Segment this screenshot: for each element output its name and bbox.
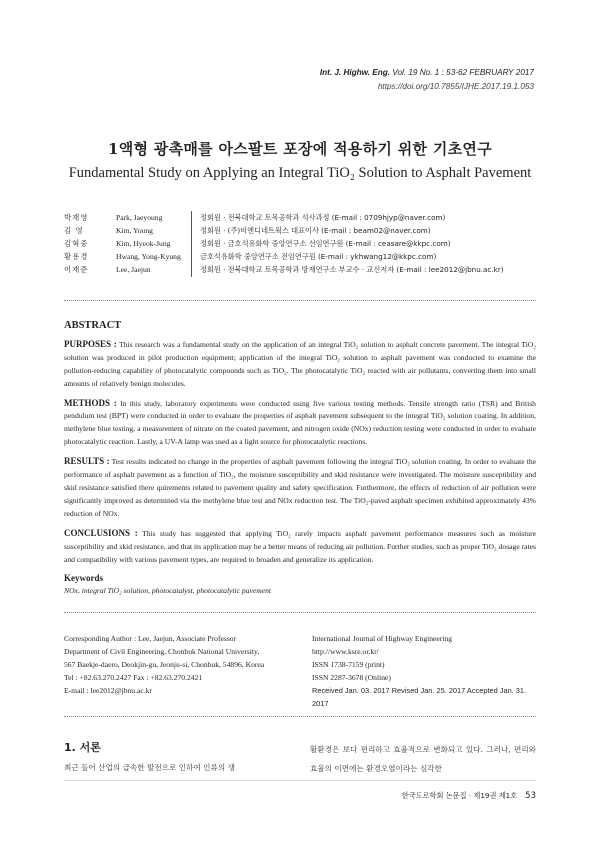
purposes-text: This research was a fundamental study on the application of an integral TiO₂ solution to asphalt concrete pavement. The integral TiO₂ solution was produced in pilot production equipment; application of the integral TiO₂ solution to asphalt pavement was conducted to examine the pollution-reducing capability of photocatalytic compounds such as TiO₂. The photocatalytic TiO₂ reacted with air pollutants, converting them into small amounts of relatively benign molecules. xyxy=(64,339,536,388)
author-affiliation: 정회원 · 금호석유화학 중앙연구소 선임연구원 (E-mail : ceasare@kkpc.com) xyxy=(200,239,451,248)
correspondence-email[interactable]: E-mail : lee2012@jbnu.ac.kr xyxy=(64,686,152,695)
keywords-text: NOx, integral TiO₂ solution, photocatalyst, photocatalytic pavement xyxy=(64,586,272,596)
journal-url[interactable]: http://www.ksre.or.kr/ xyxy=(312,647,379,656)
author-row xyxy=(64,211,544,224)
abstract-results xyxy=(64,455,536,521)
journal-name: Int. J. Highw. Eng. xyxy=(319,68,391,77)
intro-heading: 1. 서론 xyxy=(64,741,101,754)
abstract-section xyxy=(64,320,536,598)
intro-left-column: 최근 들어 산업의 급속한 발전으로 인하여 인류의 생 xyxy=(64,763,235,772)
author-english-name: Park, Jaeyoung xyxy=(116,213,163,222)
conclusions-text: This study has suggested that applying TiO₂ rarely impacts asphalt pavement performance measures such as moisture susceptibility and skid resistance, and that its application may be a better means of reducing air pollution. Further studies, such as proper TiO₂ dosage rates and compatibility with various pavement types, are required to broaden and generalize its application. xyxy=(64,528,536,564)
abstract-purposes xyxy=(64,338,536,391)
correspondence-phone: Tel : +82.63.270.2427 Fax : +82.63.270.2421 xyxy=(64,673,203,682)
page-number: 53 xyxy=(525,791,536,801)
author-row xyxy=(64,237,544,250)
page-footer xyxy=(402,791,536,801)
footer-journal-text: 한국도로학회 논문집 · 제19권 제1호 xyxy=(401,791,518,800)
volume-info: Vol. 19 No. 1 : 53-62 FEBRUARY 2017 xyxy=(392,68,534,77)
author-row xyxy=(64,224,544,237)
section-divider xyxy=(64,300,536,301)
author-list xyxy=(64,211,544,276)
author-korean-name: 박재영 xyxy=(64,213,89,222)
author-english-name: Lee, Jaejun xyxy=(116,265,151,274)
correspondence-block xyxy=(64,632,304,697)
methods-text: In this study, laboratory experiments were conducted using five various testing methods. Tensile strength ratio (TSR) and British pendulum test (BPT) were conducted in order to evaluate the properties of asphalt pavement subsequent to the integral TiO₂ solution coating. In addition, methylene blue testing, a measurement of nitrate on the coated pavement, and nitrogen oxide (NOx) reduction testing were conducted in order to evaluate photocatalytic reaction. Lastly, a UV-A lamp was used as a light source for photocatalytic reactions. xyxy=(64,398,536,447)
author-korean-name: 김혁중 xyxy=(64,239,89,248)
section-divider xyxy=(64,716,536,717)
korean-title: 1액형 광촉매를 아스팔트 포장에 적용하기 위한 기초연구 xyxy=(107,140,493,158)
conclusions-label: CONCLUSIONS : xyxy=(64,527,138,538)
correspondence-author: Corresponding Author : Lee, Jaejun, Associate Professor xyxy=(64,634,237,643)
author-korean-name: 황용경 xyxy=(64,252,89,261)
author-english-name: Kim, Young xyxy=(116,226,153,235)
abstract-methods xyxy=(64,397,536,450)
author-affiliation: 정회원 · 전북대학교 토목공학과 석사과정 (E-mail : 0709hjyp@naver.com) xyxy=(200,213,446,222)
author-korean-name: 이재준 xyxy=(64,265,89,274)
abstract-conclusions xyxy=(64,527,536,567)
abstract-heading: ABSTRACT xyxy=(64,320,122,331)
author-english-name: Kim, Hyeok-Jung xyxy=(116,239,171,248)
results-label: RESULTS : xyxy=(64,456,110,467)
author-affiliation: 금호석유화학 중앙연구소 전임연구원 (E-mail : ykhwang12@kkpc.com) xyxy=(200,252,437,261)
issn-print: ISSN 1738-7159 (print) xyxy=(312,660,385,669)
keywords-heading: Keywords xyxy=(64,573,103,584)
correspondence-address: 567 Baekje-daero, Deokjin-gu, Jeonju-si, Chonbuk, 54896, Korea xyxy=(64,660,265,669)
section-divider xyxy=(64,612,536,613)
doi-link[interactable]: https://doi.org/10.7855/IJHE.2017.19.1.053 xyxy=(377,82,534,91)
english-title: Fundamental Study on Applying an Integral TiO₂ Solution to Asphalt Pavement xyxy=(68,165,532,181)
results-text: Test results indicated no change in the properties of asphalt pavement following the integral TiO₂ solution coating. In order to evaluate the performance of asphalt pavement as a function of TiO₂, the moisture susceptibility and skid resistance were investigated. The moisture susceptibility and skid resistance satisfied there quirements related to pavement quality and safety specification. Furthermore, the effects of reduction of air pollution were significantly improved as determined via the methylene blue test and NOx reduction test. The TiO₂-paved asphalt specimen exhibited approximately 43% reduction of NOx. xyxy=(64,457,536,518)
author-row xyxy=(64,250,544,263)
correspondence-department: Department of Civil Engineering, Chonbuk National University, xyxy=(64,647,260,656)
journal-reference xyxy=(174,66,534,94)
author-affiliation: 정회원 · (주)비엔디네트웍스 대표이사 (E-mail : beam02@naver.com) xyxy=(200,226,431,235)
author-korean-name: 김 영 xyxy=(64,226,84,235)
submission-dates: Received Jan. 03. 2017 Revised Jan. 25. 2017 Accepted Jan. 31. 2017 xyxy=(312,686,527,708)
intro-right-column: 활환경은 보다 편리하고 효율적으로 변화되고 있다. 그러나, 편리와 효율의 이면에는 환경오염이라는 심각한 xyxy=(310,745,536,773)
issn-online: ISSN 2287-3678 (Online) xyxy=(312,673,391,682)
author-affiliation: 정회원 · 전북대학교 토목공학과 방재연구소 부교수 · 교신저자 (E-mail : lee2012@jbnu.ac.kr) xyxy=(200,265,504,274)
purposes-label: PURPOSES : xyxy=(64,338,117,349)
footer-divider xyxy=(64,780,536,781)
author-row xyxy=(64,263,544,276)
methods-label: METHODS : xyxy=(64,397,117,408)
journal-full-name: International Journal of Highway Engineering xyxy=(312,634,453,643)
journal-info-block xyxy=(312,632,542,710)
author-english-name: Hwang, Yong-Kyung xyxy=(116,252,181,261)
